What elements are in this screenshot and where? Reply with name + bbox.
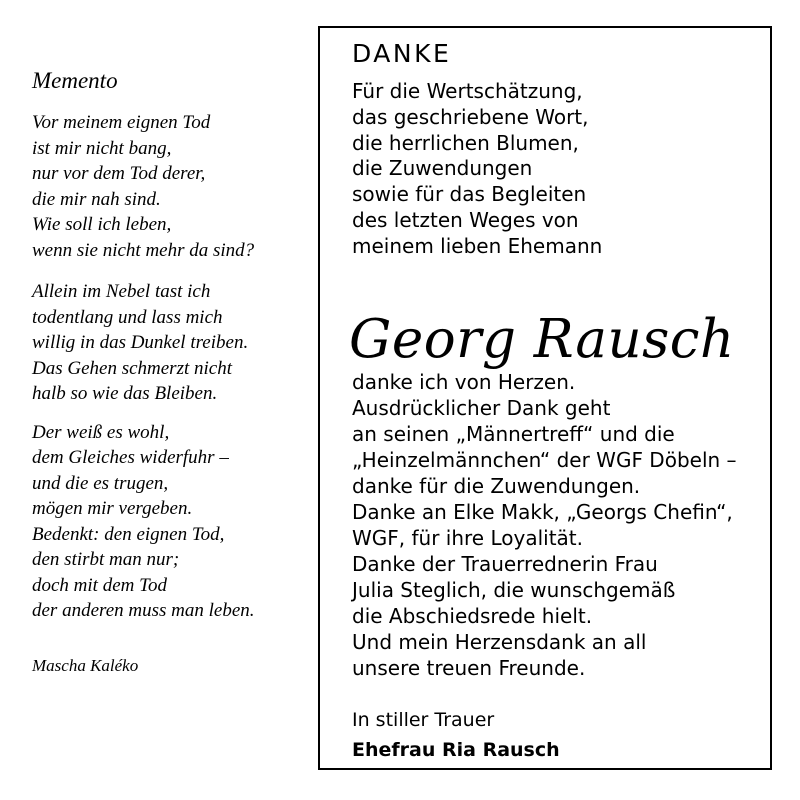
signature: Ehefrau Ria Rausch [352, 739, 560, 761]
notice-heading: DANKE [352, 39, 452, 68]
poem-line: Allein im Nebel tast ich [32, 281, 211, 302]
body-line: danke ich von Herzen. [352, 370, 576, 394]
poem-line: die mir nah sind. [32, 188, 161, 210]
poem-stanza-1 [32, 110, 302, 263]
poem [32, 66, 302, 678]
poem-author: Mascha Kaléko [32, 655, 139, 675]
poem-line: willig in das Dunkel treiben. [32, 332, 249, 353]
body-line: Danke an Elke Makk, „Georgs Chefin“, [352, 500, 733, 524]
notice-closing [352, 705, 560, 765]
poem-title: Memento [32, 68, 118, 93]
poem-line: Vor meinem eignen Tod [32, 112, 211, 133]
notice-body [352, 369, 737, 681]
poem-line: ist mir nicht bang, [32, 137, 172, 159]
poem-line: todentlang und lass mich [32, 306, 223, 328]
poem-line: Das Gehen schmerzt nicht [32, 357, 232, 379]
intro-line: die herrlichen Blumen, [352, 130, 579, 155]
intro-line: meinem lieben Ehemann [352, 233, 603, 258]
poem-line: den stirbt man nur; [32, 549, 180, 570]
poem-line: Wie soll ich leben, [32, 214, 172, 235]
notice-intro [352, 79, 602, 260]
poem-line: Der weiß es wohl, [32, 421, 170, 443]
intro-line: die Zuwendungen [352, 156, 533, 181]
body-line: WGF, für ihre Loyalität. [352, 526, 583, 550]
poem-stanza-3 [32, 420, 302, 624]
intro-line: das geschriebene Wort, [352, 104, 589, 129]
body-line: danke für die Zuwendungen. [352, 474, 641, 498]
poem-line: mögen mir vergeben. [32, 498, 193, 519]
intro-line: sowie für das Begleiten [352, 182, 587, 207]
body-line: „Heinzelmännchen“ der WGF Döbeln – [352, 448, 737, 472]
poem-line: Bedenkt: den eignen Tod, [32, 523, 225, 545]
poem-line: dem Gleiches widerfuhr – [32, 447, 229, 468]
poem-line: der anderen muss man leben. [32, 600, 255, 621]
poem-line: und die es trugen, [32, 472, 169, 494]
thank-you-notice [318, 26, 772, 770]
poem-stanza-2 [32, 279, 302, 407]
body-line: Julia Steglich, die wunschgemäß [352, 578, 676, 602]
closing-phrase: In stiller Trauer [352, 709, 495, 731]
poem-line: nur vor dem Tod derer, [32, 163, 206, 184]
body-line: Und mein Herzensdank an all [352, 630, 647, 654]
body-line: die Abschiedsrede hielt. [352, 604, 593, 628]
poem-line: wenn sie nicht mehr da sind? [32, 239, 255, 261]
body-line: Danke der Trauerrednerin Frau [352, 552, 658, 576]
intro-line: des letzten Weges von [352, 207, 579, 232]
poem-line: halb so wie das Bleiben. [32, 383, 218, 404]
deceased-name: Georg Rausch [349, 309, 735, 370]
poem-line: doch mit dem Tod [32, 574, 167, 596]
body-line: an seinen „Männertreff“ und die [352, 422, 675, 446]
body-line: Ausdrücklicher Dank geht [352, 396, 611, 420]
body-line: unsere treuen Freunde. [352, 656, 586, 680]
intro-line: Für die Wertschätzung, [352, 79, 583, 103]
